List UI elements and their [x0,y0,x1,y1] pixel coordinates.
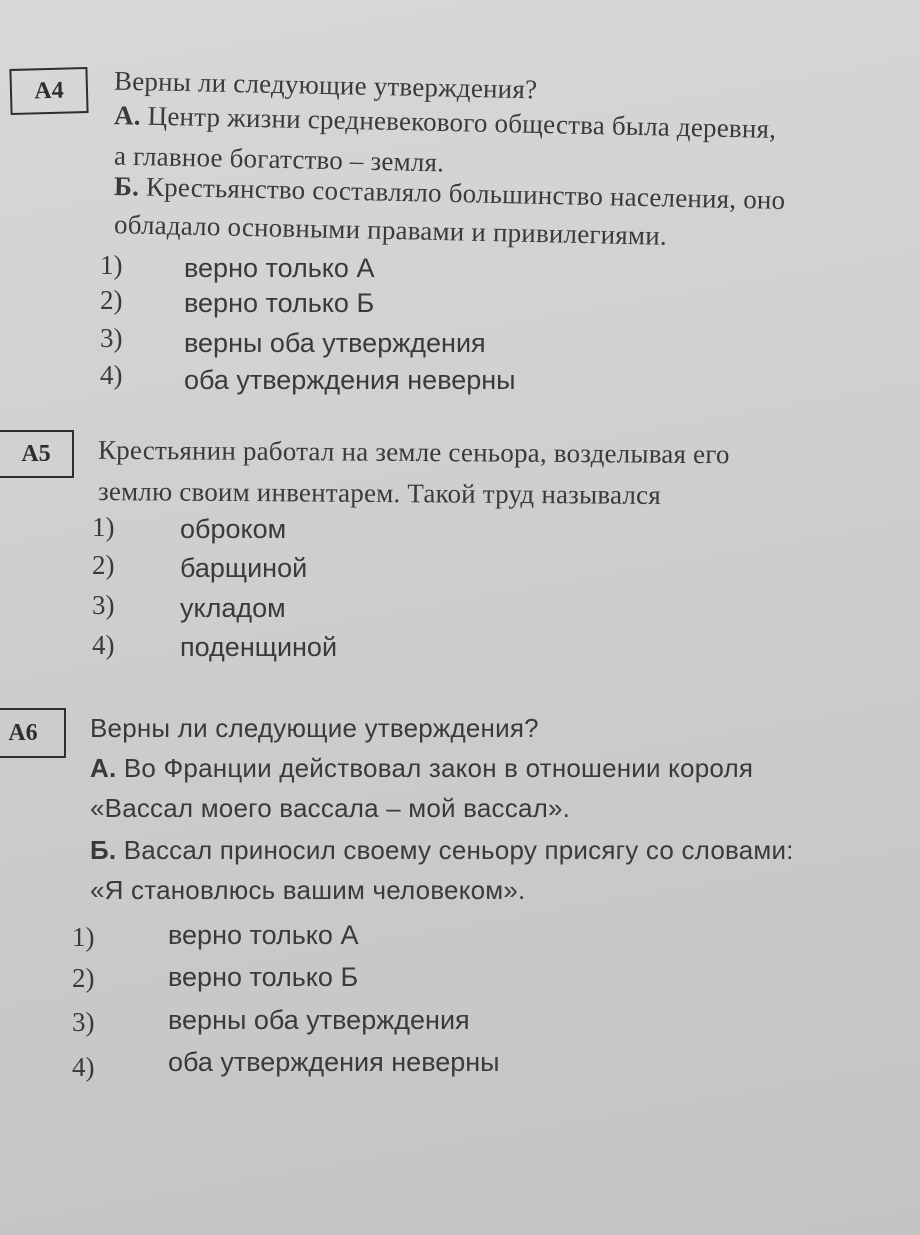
question-text-continued: землю своим инвентарем. Такой труд назывался [97,476,662,510]
question-number-box [0,708,66,758]
option-text: верно только А [168,920,359,950]
option-text: верно только А [184,253,375,283]
statement-marker: Б. [90,835,117,865]
option-number: 3) [100,323,123,353]
option-text: оба утверждения неверны [168,1047,500,1077]
option-text: оба утверждения неверны [184,365,516,395]
question-number: А5 [21,440,51,467]
question-number: А4 [33,77,64,104]
option-number: 3) [92,590,115,620]
statement-a [90,753,753,784]
question-text: Верны ли следующие утверждения? [90,713,539,743]
statement-a-continued: «Вассал моего вассала – мой вассал». [90,793,571,823]
statement-text: Крестьянство составляло большинство населения, оно [145,171,786,216]
option-number: 2) [100,285,123,315]
option-text: оброком [180,514,287,544]
option-number: 4) [72,1052,95,1082]
statement-text: Во Франции действовал закон в отношении короля [123,753,754,783]
statement-b-continued: «Я становлюсь вашим человеком». [90,875,526,905]
statement-text: Центр жизни средневекового общества была деревня, [147,100,777,144]
option-number: 4) [92,630,115,660]
question-text: Крестьянин работал на земле сеньора, возделывая его [97,434,730,470]
statement-b [90,835,794,866]
statement-marker: Б. [113,170,140,202]
statement-b-continued: обладало основными правами и привилегиями. [113,209,668,251]
option-text: поденщиной [180,632,338,662]
option-number: 2) [72,963,95,993]
option-text: верно только Б [168,962,359,992]
option-number: 3) [72,1007,95,1037]
statement-a [114,100,777,145]
statement-marker: А. [90,753,117,783]
option-text: верны оба утверждения [168,1005,470,1035]
question-text: Верны ли следующие утверждения? [113,65,538,105]
option-text: укладом [180,593,286,623]
option-number: 4) [100,360,123,390]
question-number: А6 [8,719,38,746]
option-number: 1) [72,922,95,952]
option-number: 1) [92,512,115,542]
statement-b [114,171,786,216]
option-number: 1) [100,250,123,280]
option-text: верно только Б [184,288,375,318]
statement-marker: А. [113,100,142,131]
statement-a-continued: а главное богатство – земля. [113,140,445,178]
option-text: верны оба утверждения [184,328,486,358]
option-number: 2) [92,550,115,580]
question-number-box [0,430,74,478]
question-number-box [9,67,88,115]
option-text: барщиной [180,553,308,583]
statement-text: Вассал приносил своему сеньору присягу со словами: [123,835,794,865]
